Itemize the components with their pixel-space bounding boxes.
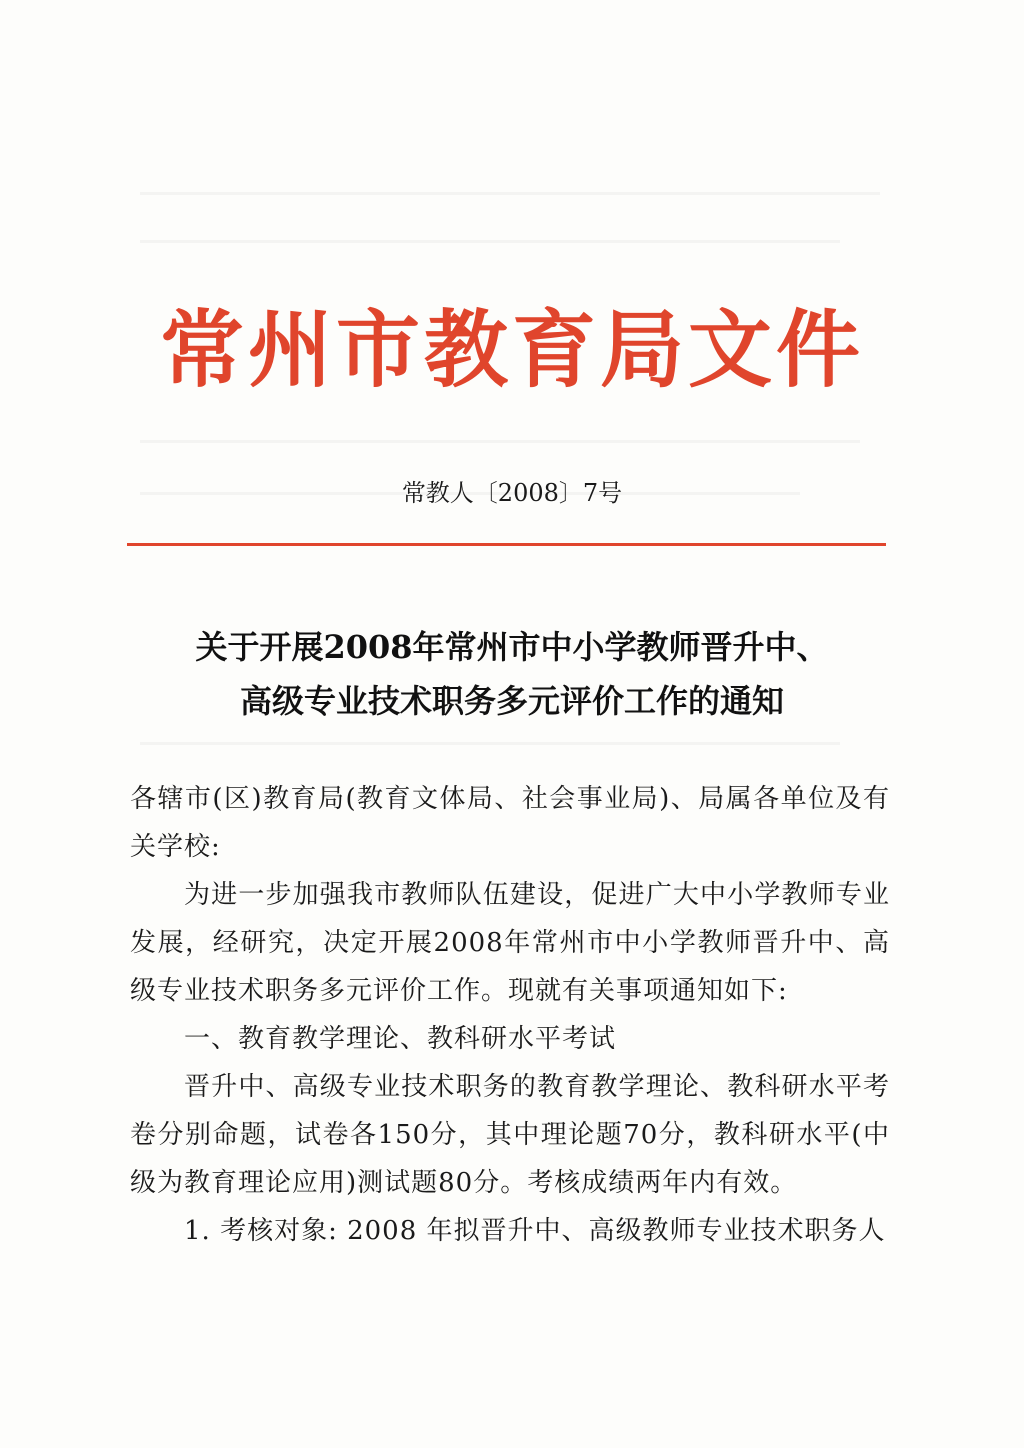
addressee-paragraph: 各辖市(区)教育局(教育文体局、社会事业局)、局属各单位及有关学校: <box>130 784 890 862</box>
section-heading-1: 一、教育教学理论、教科研水平考试 <box>184 1024 617 1054</box>
bleed-through-mark <box>140 440 860 443</box>
title-line-2: 高级专业技术职务多元评价工作的通知 <box>239 682 784 720</box>
title-line-1: 关于开展2008年常州市中小学教师晋升中、 <box>195 628 829 666</box>
document-masthead: 常州市教育局文件 <box>159 301 864 399</box>
intro-paragraph: 为进一步加强我市教师队伍建设，促进广大中小学教师专业发展，经研究，决定开展2008年常州市中小学教师晋升中、高级专业技术职务多元评价工作。现就有关事项通知如下: <box>130 880 890 1006</box>
document-body <box>130 775 890 1255</box>
section-1-paragraph: 晋升中、高级专业技术职务的教育教学理论、教科研水平考卷分别命题，试卷各150分，其中理论题70分，教科研水平(中级为教育理论应用)测试题80分。考核成绩两年内有效。 <box>130 1072 890 1198</box>
document-number: 常教人〔2008〕7号 <box>401 479 623 507</box>
bleed-through-mark <box>140 192 880 195</box>
bleed-through-mark <box>140 742 840 745</box>
document-title <box>0 620 1024 728</box>
section-1-item-1: 1. 考核对象: 2008 年拟晋升中、高级教师专业技术职务人 <box>184 1216 886 1246</box>
bleed-through-mark <box>140 240 840 243</box>
red-divider-rule <box>127 543 886 546</box>
